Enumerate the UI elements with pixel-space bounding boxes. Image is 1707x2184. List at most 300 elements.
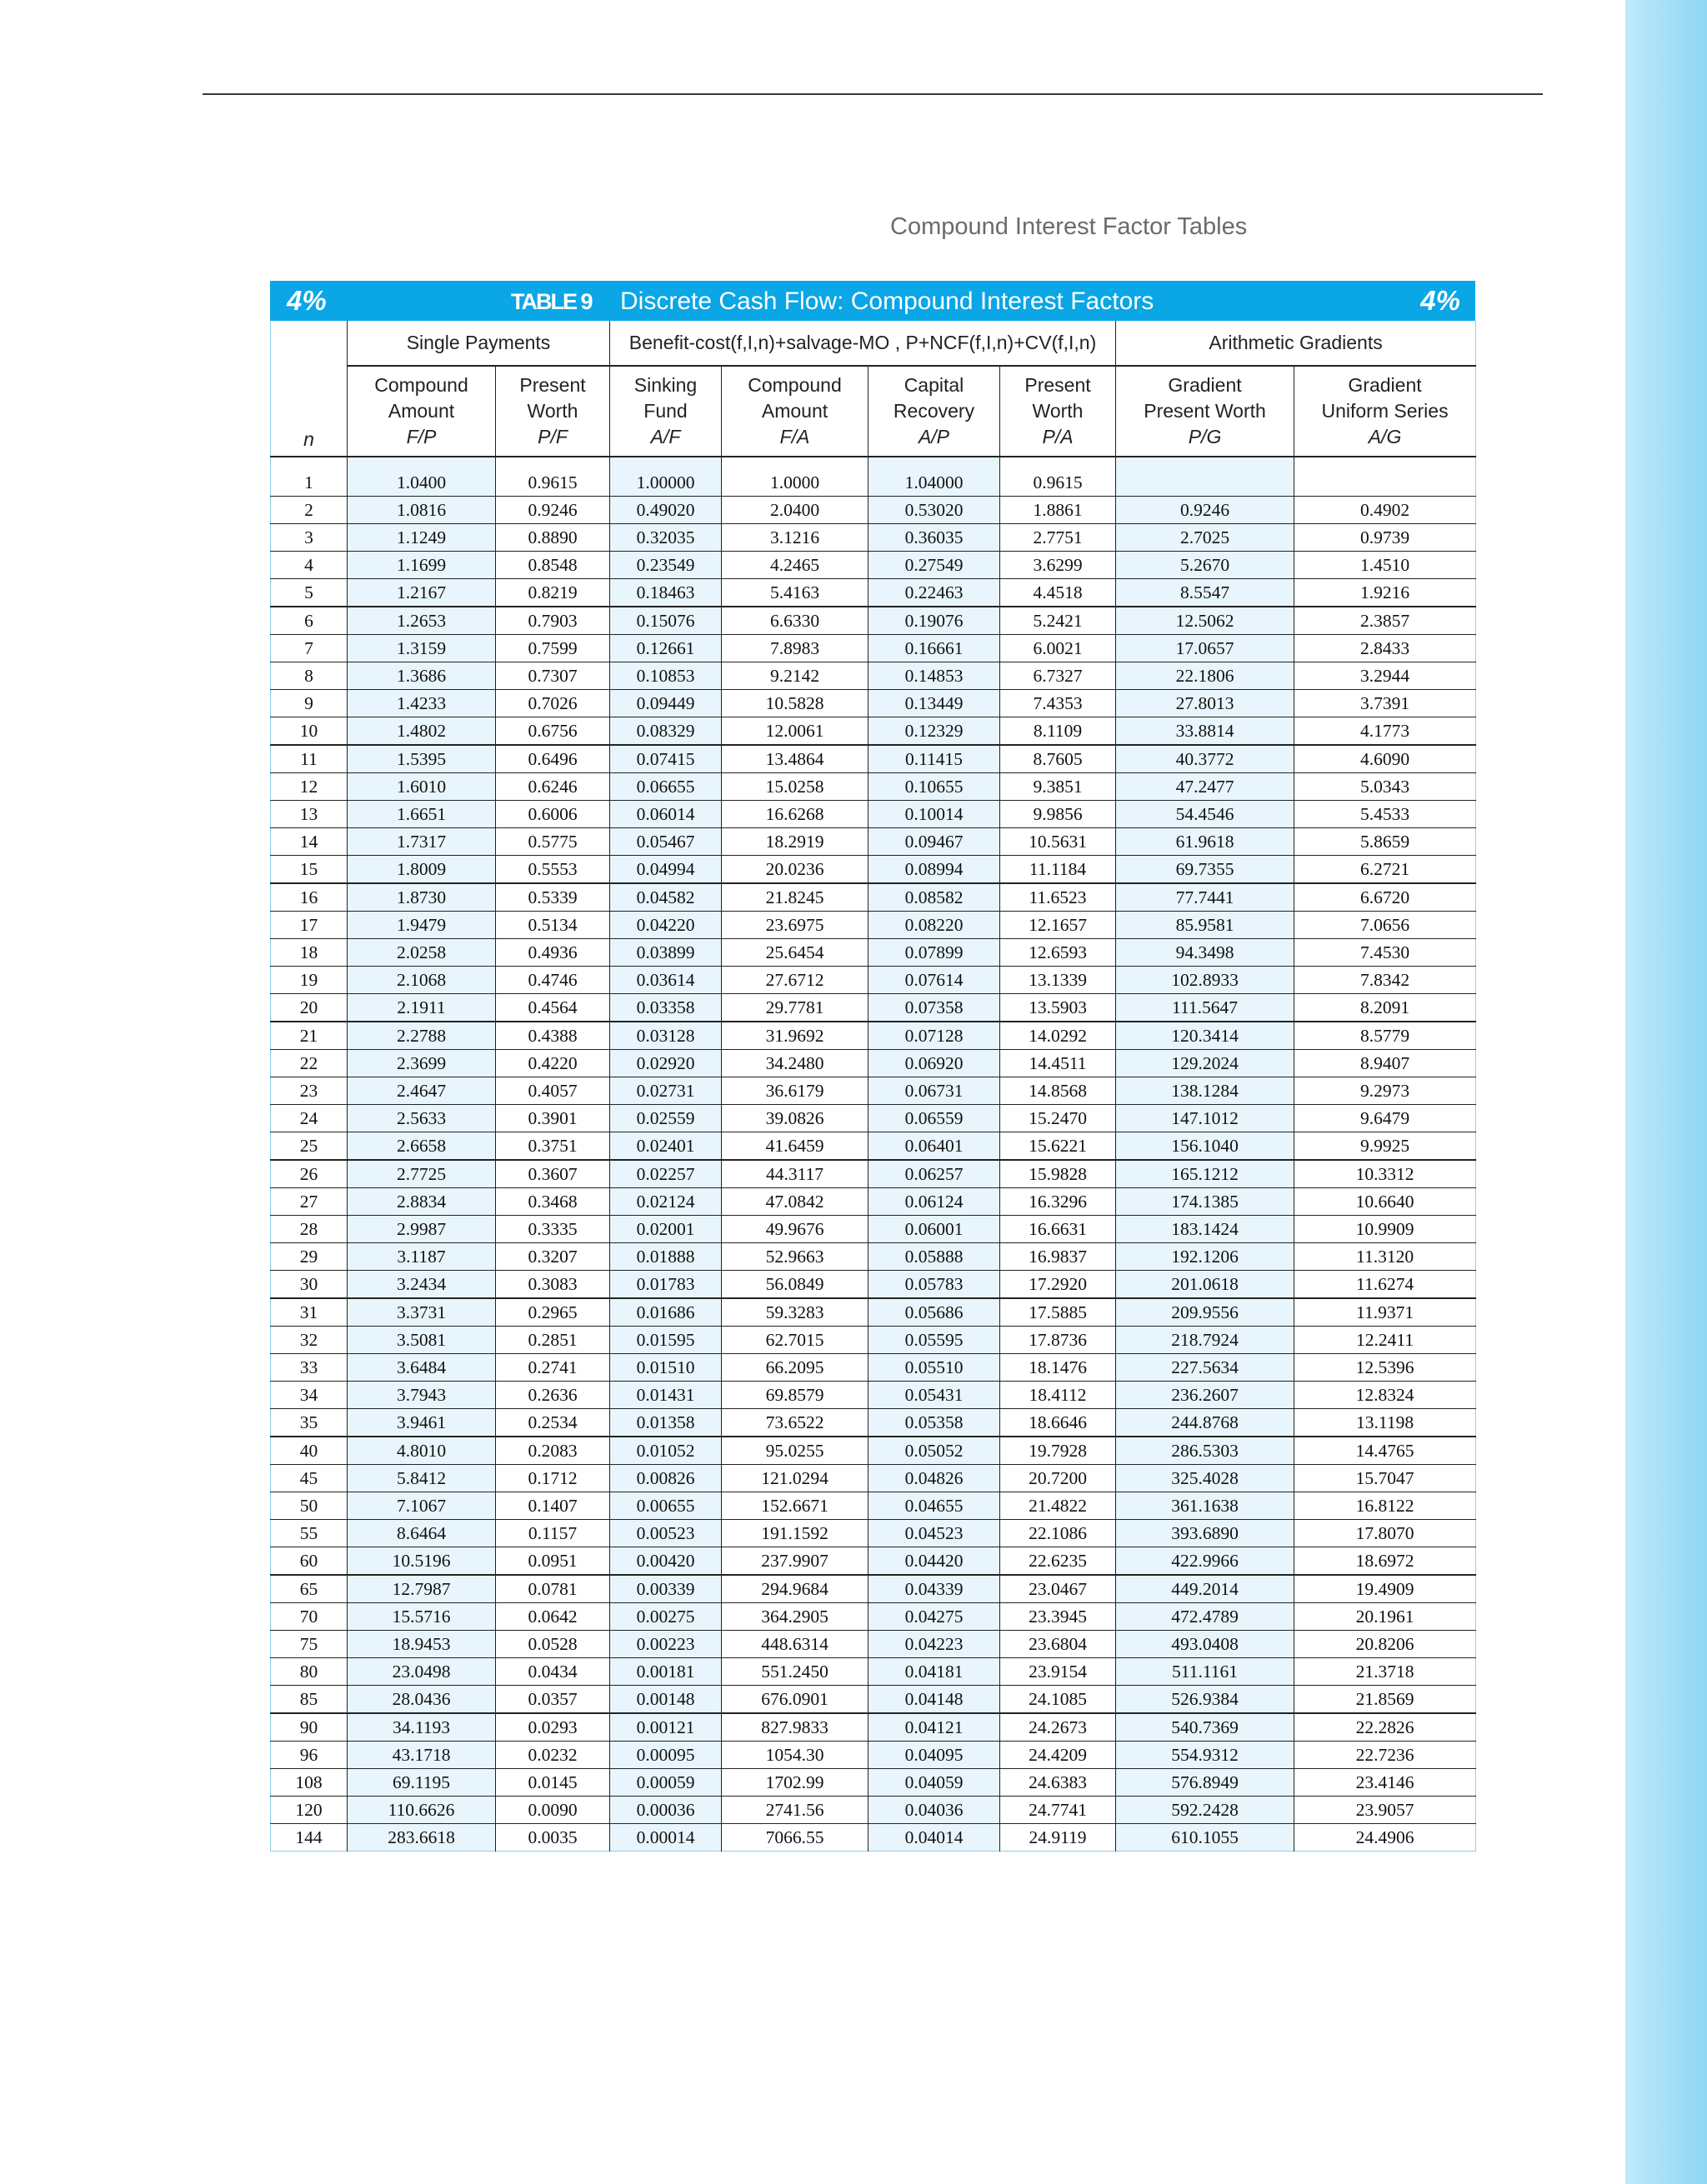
factor-cell: 18.6972: [1294, 1547, 1476, 1576]
column-header-line: Worth: [527, 400, 578, 422]
column-header-line: Uniform Series: [1321, 400, 1449, 422]
factor-cell: 0.53020: [869, 497, 1000, 524]
factor-cell: 0.7599: [496, 635, 610, 662]
table-row: [271, 497, 1476, 524]
table-row: [271, 828, 1476, 856]
factor-cell: 0.04523: [869, 1520, 1000, 1547]
spacer-cell: [1294, 457, 1476, 469]
factor-cell: 0.00339: [610, 1575, 722, 1603]
period-cell: 45: [271, 1465, 348, 1492]
period-cell: 11: [271, 745, 348, 773]
factor-cell: 40.3772: [1116, 745, 1294, 773]
table-row: [271, 1437, 1476, 1465]
factor-cell: 6.0021: [1000, 635, 1116, 662]
factor-cell: 17.8070: [1294, 1520, 1476, 1547]
factor-cell: 1.9479: [348, 912, 496, 939]
factor-cell: 0.04095: [869, 1742, 1000, 1769]
factor-cell: 0.5339: [496, 883, 610, 912]
factor-cell: 3.7391: [1294, 690, 1476, 717]
factor-cell: 1.6010: [348, 773, 496, 801]
table-row: [271, 939, 1476, 967]
factor-cell: 62.7015: [722, 1327, 869, 1354]
factor-cell: 0.05358: [869, 1409, 1000, 1437]
factor-cell: 0.04014: [869, 1824, 1000, 1852]
factor-cell: 21.4822: [1000, 1492, 1116, 1520]
column-header-symbol: A/F: [650, 426, 681, 447]
factor-cell: 0.06001: [869, 1216, 1000, 1243]
factor-cell: 472.4789: [1116, 1603, 1294, 1631]
table-row: [271, 1077, 1476, 1105]
spacer-cell: [869, 457, 1000, 469]
factor-cell: 0.07899: [869, 939, 1000, 967]
factor-cell: 0.09467: [869, 828, 1000, 856]
factor-cell: 0.01595: [610, 1327, 722, 1354]
column-header: [1000, 366, 1116, 457]
factor-cell: 17.8736: [1000, 1327, 1116, 1354]
factor-cell: 8.7605: [1000, 745, 1116, 773]
factor-cell: 0.0090: [496, 1797, 610, 1824]
factor-cell: 0.0951: [496, 1547, 610, 1576]
factor-cell: 31.9692: [722, 1022, 869, 1050]
factor-cell: 3.2434: [348, 1271, 496, 1299]
factor-cell: 0.05686: [869, 1298, 1000, 1327]
factor-cell: 0.00059: [610, 1769, 722, 1797]
factor-cell: 554.9312: [1116, 1742, 1294, 1769]
factor-cell: 43.1718: [348, 1742, 496, 1769]
factor-cell: 12.1657: [1000, 912, 1116, 939]
factor-cell: 0.4220: [496, 1050, 610, 1077]
factor-cell: 22.6235: [1000, 1547, 1116, 1576]
factor-cell: 1.6651: [348, 801, 496, 828]
factor-cell: 7.0656: [1294, 912, 1476, 939]
factor-cell: 0.10853: [610, 662, 722, 690]
factor-cell: 0.6496: [496, 745, 610, 773]
period-cell: 65: [271, 1575, 348, 1603]
factor-cell: 0.4388: [496, 1022, 610, 1050]
factor-cell: 0.8890: [496, 524, 610, 552]
factor-cell: 17.2920: [1000, 1271, 1116, 1299]
factor-cell: 7.4353: [1000, 690, 1116, 717]
factor-cell: 21.3718: [1294, 1658, 1476, 1686]
factor-cell: 15.7047: [1294, 1465, 1476, 1492]
factor-cell: 2.7725: [348, 1160, 496, 1188]
rate-right: 4%: [1420, 285, 1460, 316]
factor-cell: 0.3607: [496, 1160, 610, 1188]
column-header-line: Amount: [388, 400, 455, 422]
period-cell: 85: [271, 1686, 348, 1714]
spacer-cell: [610, 457, 722, 469]
factor-cell: 12.8324: [1294, 1382, 1476, 1409]
factor-cell: 16.8122: [1294, 1492, 1476, 1520]
factor-cell: 526.9384: [1116, 1686, 1294, 1714]
factor-cell: 0.5553: [496, 856, 610, 884]
factor-cell: 4.1773: [1294, 717, 1476, 746]
factor-cell: 3.5081: [348, 1327, 496, 1354]
factor-cell: 0.07614: [869, 967, 1000, 994]
column-header-line: Present: [1024, 374, 1091, 396]
factor-cell: 19.4909: [1294, 1575, 1476, 1603]
period-cell: 23: [271, 1077, 348, 1105]
factor-cell: 218.7924: [1116, 1327, 1294, 1354]
factor-cell: 10.6640: [1294, 1188, 1476, 1216]
factor-cell: 8.6464: [348, 1520, 496, 1547]
table-row: [271, 1327, 1476, 1354]
factor-cell: 85.9581: [1116, 912, 1294, 939]
factor-cell: 16.6268: [722, 801, 869, 828]
factor-cell: 9.3851: [1000, 773, 1116, 801]
running-head: Compound Interest Factor Tables: [890, 213, 1248, 240]
factor-cell: 14.0292: [1000, 1022, 1116, 1050]
factor-cell: 0.22463: [869, 579, 1000, 607]
factor-cell: 0.04275: [869, 1603, 1000, 1631]
factor-cell: 1.1249: [348, 524, 496, 552]
factor-cell: 16.9837: [1000, 1243, 1116, 1271]
factor-cell: 511.1161: [1116, 1658, 1294, 1686]
factor-cell: 0.07415: [610, 745, 722, 773]
factor-cell: 8.9407: [1294, 1050, 1476, 1077]
factor-cell: 18.2919: [722, 828, 869, 856]
factor-cell: 23.3945: [1000, 1603, 1116, 1631]
factor-cell: 1.3159: [348, 635, 496, 662]
factor-cell: 138.1284: [1116, 1077, 1294, 1105]
factor-cell: 0.9246: [496, 497, 610, 524]
factor-cell: 2.9987: [348, 1216, 496, 1243]
factor-cell: 10.9909: [1294, 1216, 1476, 1243]
factor-cell: 0.49020: [610, 497, 722, 524]
period-cell: 75: [271, 1631, 348, 1658]
factor-cell: 1.3686: [348, 662, 496, 690]
period-cell: 24: [271, 1105, 348, 1132]
factor-cell: 18.9453: [348, 1631, 496, 1658]
factor-cell: 0.08329: [610, 717, 722, 746]
factor-cell: 0.0357: [496, 1686, 610, 1714]
factor-cell: 15.5716: [348, 1603, 496, 1631]
factor-cell: 10.5631: [1000, 828, 1116, 856]
factor-cell: 1.4510: [1294, 552, 1476, 579]
column-header-line: Gradient: [1168, 374, 1242, 396]
factor-cell: 44.3117: [722, 1160, 869, 1188]
factor-cell: 540.7369: [1116, 1713, 1294, 1742]
factor-cell: 10.5828: [722, 690, 869, 717]
factor-cell: 12.5062: [1116, 607, 1294, 635]
factor-cell: 12.7987: [348, 1575, 496, 1603]
factor-cell: 23.6975: [722, 912, 869, 939]
column-header-symbol: P/A: [1042, 426, 1074, 447]
factor-cell: 8.1109: [1000, 717, 1116, 746]
factor-cell: 1.5395: [348, 745, 496, 773]
factor-cell: 0.00223: [610, 1631, 722, 1658]
factor-cell: 11.3120: [1294, 1243, 1476, 1271]
factor-cell: 0.4936: [496, 939, 610, 967]
table-row: [271, 607, 1476, 635]
table-row: [271, 994, 1476, 1022]
factor-cell: 2.2788: [348, 1022, 496, 1050]
factor-cell: 0.01783: [610, 1271, 722, 1299]
factor-cell: 364.2905: [722, 1603, 869, 1631]
factor-cell: 0.2534: [496, 1409, 610, 1437]
factor-cell: 152.6671: [722, 1492, 869, 1520]
group-header-uniform-series: Benefit-cost(f,I,n)+salvage-MO , P+NCF(f,I,n)+CV(f,I,n): [610, 321, 1116, 366]
factor-cell: 22.2826: [1294, 1713, 1476, 1742]
factor-cell: 0.04036: [869, 1797, 1000, 1824]
factor-cell: 21.8569: [1294, 1686, 1476, 1714]
table-row: [271, 1022, 1476, 1050]
factor-cell: 0.00275: [610, 1603, 722, 1631]
factor-cell: 2.8433: [1294, 635, 1476, 662]
factor-cell: 0.02001: [610, 1216, 722, 1243]
factor-cell: 8.5547: [1116, 579, 1294, 607]
factor-cell: 165.1212: [1116, 1160, 1294, 1188]
table-row: [271, 1769, 1476, 1797]
factor-cell: 283.6618: [348, 1824, 496, 1852]
factor-cell: 0.19076: [869, 607, 1000, 635]
factor-cell: 34.2480: [722, 1050, 869, 1077]
table-row: [271, 1603, 1476, 1631]
table-row: [271, 1547, 1476, 1576]
factor-cell: 0.8548: [496, 552, 610, 579]
factor-cell: 0.08220: [869, 912, 1000, 939]
factor-cell: 73.6522: [722, 1409, 869, 1437]
factor-cell: 0.06014: [610, 801, 722, 828]
factor-cell: 17.0657: [1116, 635, 1294, 662]
factor-cell: 11.6274: [1294, 1271, 1476, 1299]
factor-cell: 22.7236: [1294, 1742, 1476, 1769]
period-cell: 26: [271, 1160, 348, 1188]
column-header: [722, 366, 869, 457]
factor-cell: 2.0258: [348, 939, 496, 967]
table-title-bar: [270, 281, 1475, 321]
column-header-line: Worth: [1032, 400, 1084, 422]
factor-cell: 66.2095: [722, 1354, 869, 1382]
factor-cell: 0.04339: [869, 1575, 1000, 1603]
factor-cell: 0.2083: [496, 1437, 610, 1465]
factor-cell: 0.01888: [610, 1243, 722, 1271]
factor-cell: 0.05510: [869, 1354, 1000, 1382]
column-header-line: Fund: [643, 400, 688, 422]
factor-cell: 5.4163: [722, 579, 869, 607]
factor-cell: 23.4146: [1294, 1769, 1476, 1797]
factor-cell: 1.4802: [348, 717, 496, 746]
table-row: [271, 552, 1476, 579]
factor-cell: 33.8814: [1116, 717, 1294, 746]
factor-cell: 24.4209: [1000, 1742, 1116, 1769]
factor-cell: 9.2142: [722, 662, 869, 690]
spacer-cell: [1116, 457, 1294, 469]
factor-cell: 0.9615: [496, 469, 610, 497]
factor-cell: 0.12661: [610, 635, 722, 662]
factor-cell: 24.2673: [1000, 1713, 1116, 1742]
factor-cell: 3.3731: [348, 1298, 496, 1327]
column-header-symbol: P/G: [1188, 426, 1222, 447]
factor-cell: 0.4902: [1294, 497, 1476, 524]
period-cell: 32: [271, 1327, 348, 1354]
factor-cell: 102.8933: [1116, 967, 1294, 994]
factor-cell: 1054.30: [722, 1742, 869, 1769]
factor-cell: 4.8010: [348, 1437, 496, 1465]
factor-cell: 23.9154: [1000, 1658, 1116, 1686]
table-row: [271, 662, 1476, 690]
factor-cell: 493.0408: [1116, 1631, 1294, 1658]
factor-cell: 2.5633: [348, 1105, 496, 1132]
factor-cell: 0.0781: [496, 1575, 610, 1603]
factor-cell: 1.0816: [348, 497, 496, 524]
table-row: [271, 717, 1476, 746]
factor-cell: 19.7928: [1000, 1437, 1116, 1465]
factor-cell: 10.3312: [1294, 1160, 1476, 1188]
factor-cell: 7066.55: [722, 1824, 869, 1852]
table-row: [271, 912, 1476, 939]
factor-cell: 3.2944: [1294, 662, 1476, 690]
table-row: [271, 1465, 1476, 1492]
table-row: [271, 1160, 1476, 1188]
table-row: [271, 579, 1476, 607]
factor-cell: 0.4057: [496, 1077, 610, 1105]
period-cell: 144: [295, 1827, 323, 1847]
period-cell: 3: [271, 524, 348, 552]
factor-cell: 2.0400: [722, 497, 869, 524]
factor-cell: 28.0436: [348, 1686, 496, 1714]
table-row: [271, 469, 1476, 497]
factor-cell: 147.1012: [1116, 1105, 1294, 1132]
period-cell: 4: [271, 552, 348, 579]
factor-cell: 0.0293: [496, 1713, 610, 1742]
column-header: [496, 366, 610, 457]
factor-cell: 1.8861: [1000, 497, 1116, 524]
table-row: [271, 801, 1476, 828]
period-cell: 40: [271, 1437, 348, 1465]
factor-cell: 54.4546: [1116, 801, 1294, 828]
factor-cell: 1.4233: [348, 690, 496, 717]
factor-cell: 1.04000: [869, 469, 1000, 497]
factor-cell: 0.2965: [496, 1298, 610, 1327]
factor-cell: 0.04826: [869, 1465, 1000, 1492]
factor-cell: 610.1055: [1116, 1824, 1294, 1852]
factor-cell: 361.1638: [1116, 1492, 1294, 1520]
factor-cell: 23.0498: [348, 1658, 496, 1686]
factor-cell: 0.36035: [869, 524, 1000, 552]
table-row: [271, 1520, 1476, 1547]
factor-cell: 17.5885: [1000, 1298, 1116, 1327]
factor-cell: 6.2721: [1294, 856, 1476, 884]
factor-cell: 2.3699: [348, 1050, 496, 1077]
factor-cell: 0.04655: [869, 1492, 1000, 1520]
factor-cell: 5.2421: [1000, 607, 1116, 635]
period-cell: 29: [271, 1243, 348, 1271]
factor-cell: [1294, 469, 1476, 497]
factor-cell: 3.7943: [348, 1382, 496, 1409]
period-cell: 96: [271, 1742, 348, 1769]
factor-cell: 61.9618: [1116, 828, 1294, 856]
table-row: [271, 1409, 1476, 1437]
factor-cell: 2.1911: [348, 994, 496, 1022]
factor-cell: 47.2477: [1116, 773, 1294, 801]
factor-cell: 1.9216: [1294, 579, 1476, 607]
factor-cell: 10.5196: [348, 1547, 496, 1576]
factor-cell: 27.8013: [1116, 690, 1294, 717]
factor-cell: 1.8009: [348, 856, 496, 884]
factor-cell: 3.1187: [348, 1243, 496, 1271]
factor-cell: 4.2465: [722, 552, 869, 579]
factor-cell: 156.1040: [1116, 1132, 1294, 1161]
factor-cell: 0.01431: [610, 1382, 722, 1409]
factor-cell: 0.2851: [496, 1327, 610, 1354]
table-row: [271, 967, 1476, 994]
factor-cell: 94.3498: [1116, 939, 1294, 967]
factor-cell: 0.0434: [496, 1658, 610, 1686]
factor-cell: 15.0258: [722, 773, 869, 801]
factor-cell: 6.6720: [1294, 883, 1476, 912]
period-cell: 5: [271, 579, 348, 607]
factor-cell: 5.8659: [1294, 828, 1476, 856]
factor-cell: 0.15076: [610, 607, 722, 635]
factor-cell: 52.9663: [722, 1243, 869, 1271]
factor-cell: 0.02731: [610, 1077, 722, 1105]
factor-cell: 69.8579: [722, 1382, 869, 1409]
factor-cell: 0.03899: [610, 939, 722, 967]
factor-cell: 4.6090: [1294, 745, 1476, 773]
top-rule: [203, 93, 1543, 95]
factor-cell: 827.9833: [722, 1713, 869, 1742]
table-row: [271, 690, 1476, 717]
factor-cell: 25.6454: [722, 939, 869, 967]
factor-cell: 422.9966: [1116, 1547, 1294, 1576]
factor-cell: 12.2411: [1294, 1327, 1476, 1354]
factor-cell: 174.1385: [1116, 1188, 1294, 1216]
factor-cell: 0.08582: [869, 883, 1000, 912]
table-row: [271, 1742, 1476, 1769]
table-row: [271, 745, 1476, 773]
factor-cell: 12.6593: [1000, 939, 1116, 967]
factor-cell: 0.0642: [496, 1603, 610, 1631]
factor-cell: 0.00148: [610, 1686, 722, 1714]
table-row: [271, 1354, 1476, 1382]
column-header-symbol: F/A: [779, 426, 810, 447]
rate-left: 4%: [287, 285, 327, 316]
factor-cell: 20.1961: [1294, 1603, 1476, 1631]
factor-cell: 9.2973: [1294, 1077, 1476, 1105]
column-header: [610, 366, 722, 457]
factor-cell: 23.6804: [1000, 1631, 1116, 1658]
factor-cell: 0.08994: [869, 856, 1000, 884]
factor-cell: 0.04420: [869, 1547, 1000, 1576]
factor-cell: 1.0000: [722, 469, 869, 497]
column-header: [1116, 366, 1294, 457]
table-body: [271, 457, 1476, 1852]
factor-cell: 0.2741: [496, 1354, 610, 1382]
factor-cell: 0.05783: [869, 1271, 1000, 1299]
factor-cell: 8.5779: [1294, 1022, 1476, 1050]
factor-cell: 448.6314: [722, 1631, 869, 1658]
factor-cell: 0.3751: [496, 1132, 610, 1161]
factor-cell: 0.0528: [496, 1631, 610, 1658]
factor-cell: 0.12329: [869, 717, 1000, 746]
factor-cell: 49.9676: [722, 1216, 869, 1243]
factor-cell: 20.7200: [1000, 1465, 1116, 1492]
factor-cell: 0.2636: [496, 1382, 610, 1409]
factor-cell: 24.9119: [1000, 1824, 1116, 1852]
column-header-symbol: A/P: [918, 426, 950, 447]
factor-cell: 29.7781: [722, 994, 869, 1022]
table-row: [271, 773, 1476, 801]
factor-cell: 2.7025: [1116, 524, 1294, 552]
factor-cell: 5.4533: [1294, 801, 1476, 828]
factor-cell: 0.03128: [610, 1022, 722, 1050]
factor-cell: 0.01510: [610, 1354, 722, 1382]
factor-cell: 191.1592: [722, 1520, 869, 1547]
table-row: [271, 1575, 1476, 1603]
factor-cell: 0.9615: [1000, 469, 1116, 497]
period-cell: 35: [271, 1409, 348, 1437]
